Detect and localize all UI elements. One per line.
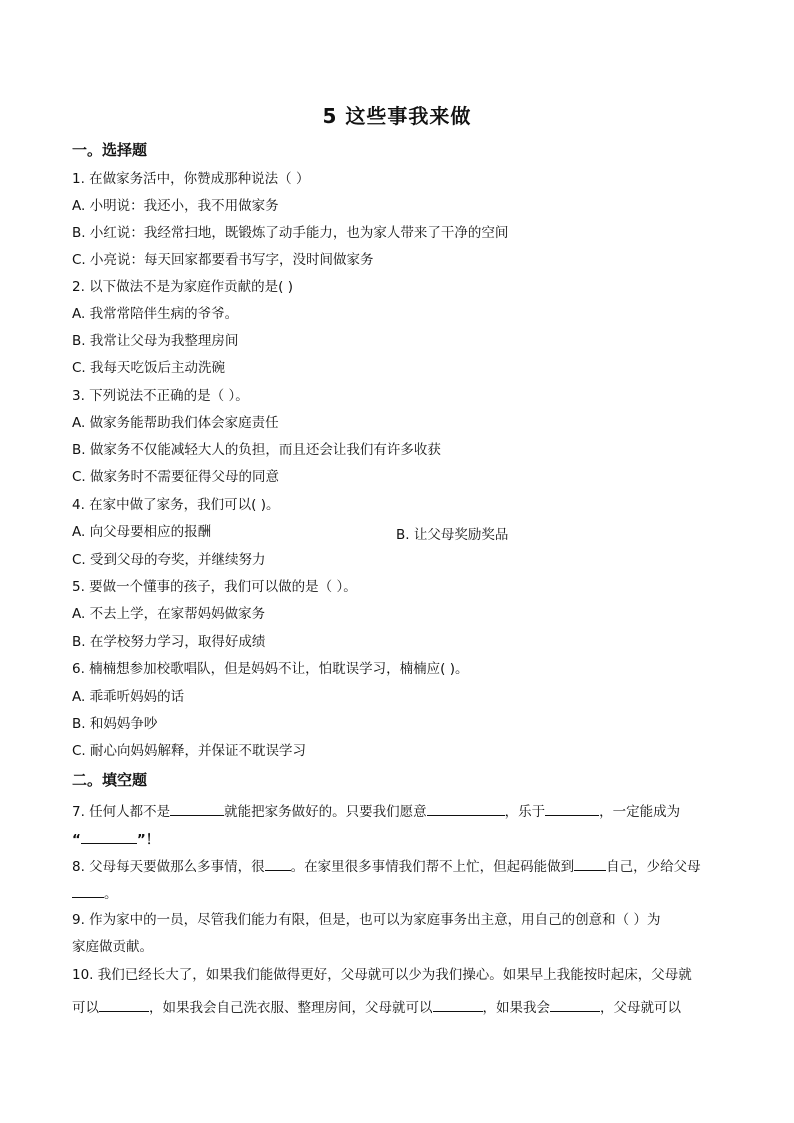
question-7-line-2 <box>72 829 159 849</box>
question-8-line-1 <box>72 856 701 876</box>
q8-blank-1 <box>265 856 291 871</box>
section-heading-choice: 一。选择题 <box>72 141 148 159</box>
q8-text-3: 自己，少给父母 <box>606 859 701 875</box>
q10-text-4: ，父母就可以 <box>600 1000 681 1016</box>
question-2-option-a: A. 我常常陪伴生病的爷爷。 <box>72 306 239 322</box>
page-title: 5 这些事我来做 <box>322 104 472 128</box>
q8-text-1: 8. 父母每天要做那么多事情，很 <box>72 859 265 875</box>
q10-text-2: ，如果我会自己洗衣服、整理房间，父母就可以 <box>149 1000 433 1016</box>
q7-text-1: 7. 任何人都不是 <box>72 804 171 820</box>
question-6-option-c: C. 耐心向妈妈解释，并保证不耽误学习 <box>72 743 307 759</box>
question-1-option-a: A. 小明说：我还小，我不用做家务 <box>72 198 279 214</box>
question-10-line-2 <box>72 997 681 1017</box>
question-4-stem: 4. 在家中做了家务，我们可以( )。 <box>72 497 280 513</box>
question-4-option-c: C. 受到父母的夸奖，并继续努力 <box>72 552 266 568</box>
question-1-stem: 1. 在做家务活中，你赞成那种说法（ ） <box>72 171 310 187</box>
question-8-line-2 <box>72 883 118 903</box>
q7-text-3: ，乐于 <box>504 804 546 820</box>
section-heading-fill: 二。填空题 <box>72 771 148 789</box>
q7-text-2: 就能把家务做好的。只要我们愿意 <box>224 804 427 820</box>
q10-blank-3 <box>550 997 600 1012</box>
q10-blank-1 <box>99 997 149 1012</box>
q7-blank-3 <box>545 801 599 816</box>
question-6-option-b: B. 和妈妈争吵 <box>72 716 158 732</box>
question-2-option-c: C. 我每天吃饭后主动洗碗 <box>72 360 226 376</box>
question-3-option-a: A. 做家务能帮助我们体会家庭责任 <box>72 415 279 431</box>
question-4-option-b: B. 让父母奖励奖品 <box>396 527 509 543</box>
q8-text-2: 。在家里很多事情我们帮不上忙，但起码能做到 <box>290 859 575 875</box>
q7-blank-2 <box>427 801 505 816</box>
question-7-line-1 <box>72 801 680 821</box>
question-3-option-c: C. 做家务时不需要征得父母的同意 <box>72 469 280 485</box>
question-2-option-b: B. 我常让父母为我整理房间 <box>72 333 239 349</box>
q8-text-4: 。 <box>104 886 118 902</box>
q10-text-1: 可以 <box>72 1000 99 1016</box>
question-3-stem: 3. 下列说法不正确的是（ ）。 <box>72 388 249 404</box>
question-1-option-b: B. 小红说：我经常扫地，既锻炼了动手能力，也为家人带来了干净的空间 <box>72 225 509 241</box>
question-9-line-2: 家庭做贡献。 <box>72 939 153 955</box>
question-1-option-c: C. 小亮说：每天回家都要看书写字，没时间做家务 <box>72 252 374 268</box>
question-4-option-a: A. 向父母要相应的报酬 <box>72 524 212 540</box>
question-6-option-a: A. 乖乖听妈妈的话 <box>72 689 185 705</box>
q7-text-4: ，一定能成为 <box>599 804 681 820</box>
q10-text-3: ，如果我会 <box>482 1000 550 1016</box>
q8-blank-2 <box>574 856 606 871</box>
q10-blank-2 <box>433 997 483 1012</box>
question-5-stem: 5. 要做一个懂事的孩子，我们可以做的是（ ）。 <box>72 579 357 595</box>
question-2-stem: 2. 以下做法不是为家庭作贡献的是( ) <box>72 279 293 295</box>
q7-text-5: “ <box>72 832 81 848</box>
question-6-stem: 6. 楠楠想参加校歌唱队，但是妈妈不让，怕耽误学习，楠楠应( )。 <box>72 661 469 677</box>
q8-blank-3 <box>72 883 104 898</box>
question-5-option-b: B. 在学校努力学习，取得好成绩 <box>72 634 266 650</box>
q7-text-6: ”！ <box>136 832 160 848</box>
q7-blank-1 <box>170 801 224 816</box>
question-3-option-b: B. 做家务不仅能减轻大人的负担，而且还会让我们有许多收获 <box>72 442 441 458</box>
question-9-line-1: 9. 作为家中的一员，尽管我们能力有限，但是，也可以为家庭事务出主意，用自己的创意和（ ）为 <box>72 912 661 928</box>
q7-blank-4 <box>81 829 137 844</box>
question-10-line-1: 10. 我们已经长大了，如果我们能做得更好，父母就可以少为我们操心。如果早上我能按时起床，父母就 <box>72 967 692 983</box>
question-5-option-a: A. 不去上学，在家帮妈妈做家务 <box>72 606 266 622</box>
